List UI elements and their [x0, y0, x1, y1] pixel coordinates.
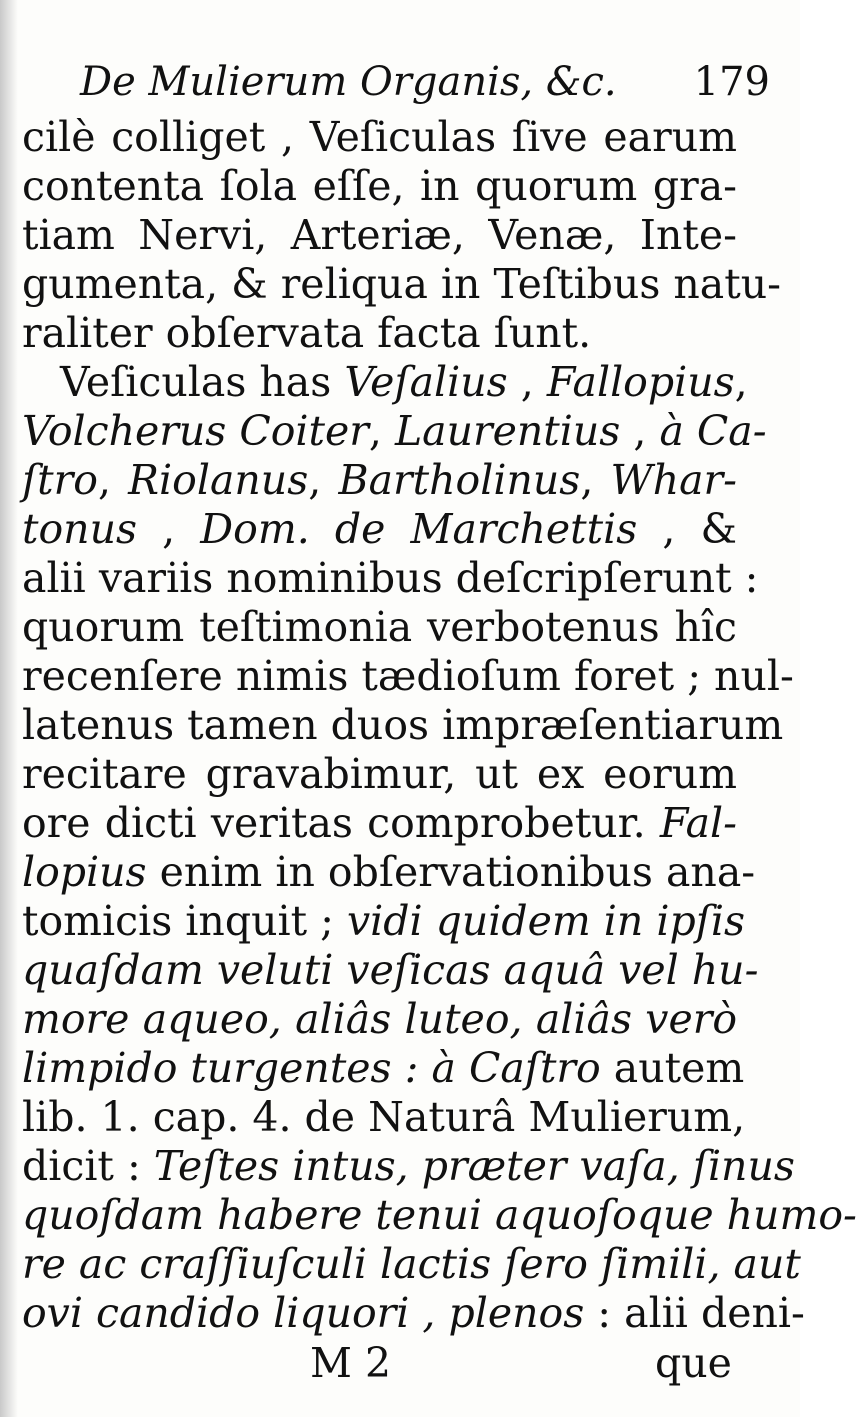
running-header [80, 52, 770, 112]
italic-segment: quaſdam veluti veſicas aquâ vel hu- [22, 946, 759, 994]
roman-segment: dicit : [22, 1142, 154, 1190]
running-title: De Mulierum Organis, &c. [80, 59, 617, 105]
text-line [60, 357, 748, 407]
text-line [22, 1043, 745, 1093]
roman-segment: contenta ſola eſſe, in quorum gra- [22, 162, 737, 210]
roman-segment: , [308, 456, 339, 504]
page-gutter-shadow [0, 0, 18, 1417]
text-line [22, 994, 737, 1044]
italic-segment: re ac craſſiuſculi lactis ſero ſimili, aut [22, 1240, 801, 1288]
italic-segment: à Ca- [659, 407, 767, 455]
text-line [22, 455, 737, 505]
roman-segment: , & [637, 505, 737, 553]
text-line [22, 210, 737, 260]
roman-segment: gumenta, & reliqua in Teſtibus natu- [22, 260, 781, 308]
italic-segment: more aqueo, aliâs luteo, aliâs verò [22, 995, 737, 1043]
roman-segment: quorum teſtimonia verbotenus hîc [22, 603, 737, 651]
roman-segment: ore dicti veritas comprobetur. [22, 799, 660, 847]
italic-segment: Laurentius [394, 407, 621, 455]
roman-segment: recenſere nimis tædioſum foret ; nul- [22, 652, 794, 700]
text-line [22, 945, 759, 995]
roman-segment: , [97, 456, 129, 504]
text-line [22, 1141, 795, 1191]
italic-segment: Dom. de Marchettis [200, 505, 638, 553]
roman-segment: autem [600, 1044, 745, 1092]
text-line [22, 1092, 746, 1142]
text-line [22, 259, 781, 309]
roman-segment: : alii deni- [584, 1289, 805, 1337]
roman-segment: , [137, 505, 201, 553]
roman-segment: Veſiculas has [60, 358, 345, 406]
text-line [22, 896, 746, 946]
italic-segment: lopius [22, 848, 147, 896]
page-number: 179 [693, 59, 770, 105]
text-line [22, 112, 737, 162]
roman-segment: lib. 1. cap. 4. de Naturâ Mulierum, [22, 1093, 746, 1141]
roman-segment: latenus tamen duos impræſentiarum [22, 701, 784, 749]
text-line [22, 308, 737, 358]
roman-segment: enim in obſervationibus ana- [146, 848, 756, 896]
text-line [22, 847, 756, 897]
text-line [22, 700, 784, 750]
roman-segment: alii variis nominibus deſcripſerunt : [22, 554, 759, 602]
roman-segment: tiam Nervi, Arteriæ, Venæ, Inte- [22, 211, 737, 259]
roman-segment: , [620, 407, 660, 455]
italic-segment: Caſtro [468, 1044, 601, 1092]
italic-segment: Fal- [659, 799, 737, 847]
italic-segment: Fallopius [546, 358, 735, 406]
roman-segment: , [368, 407, 395, 455]
text-line [22, 1288, 805, 1338]
italic-segment: Whar- [610, 456, 737, 504]
roman-segment: tomicis inquit ; [22, 897, 347, 945]
roman-segment: , [580, 456, 611, 504]
italic-segment: vidi quidem in ipſis [346, 897, 746, 945]
text-line [22, 161, 737, 211]
catchword: que [655, 1339, 732, 1387]
text-line [22, 602, 737, 652]
italic-segment: Bartholinus [338, 456, 581, 504]
text-line [22, 749, 737, 799]
text-line [22, 504, 737, 554]
text-line [22, 798, 737, 848]
italic-segment: ſtro [22, 456, 98, 504]
italic-segment: Teſtes intus, præter vaſa, ſinus [153, 1142, 795, 1190]
roman-segment: cilè colliget , Veſiculas ſive earum [22, 113, 737, 161]
text-line [22, 651, 794, 701]
text-line [22, 1239, 801, 1289]
text-line [22, 406, 767, 456]
signature-mark: M 2 [310, 1339, 392, 1387]
italic-segment: quoſdam habere tenui aquoſoque humo- [22, 1191, 857, 1239]
roman-segment: , [507, 358, 547, 406]
italic-segment: ovi candido liquori , plenos [22, 1289, 585, 1337]
italic-segment: tonus [22, 505, 138, 553]
roman-segment: recitare gravabimur, ut ex eorum [22, 750, 737, 798]
italic-segment: Veſalius [344, 358, 508, 406]
italic-segment: limpido turgentes : à [22, 1044, 469, 1092]
text-line [22, 1190, 857, 1240]
italic-segment: Volcherus Coiter [22, 407, 369, 455]
text-line [22, 553, 759, 603]
roman-segment: raliter obſervata facta ſunt. [22, 309, 592, 357]
italic-segment: Riolanus [128, 456, 309, 504]
roman-segment: , [734, 358, 748, 406]
